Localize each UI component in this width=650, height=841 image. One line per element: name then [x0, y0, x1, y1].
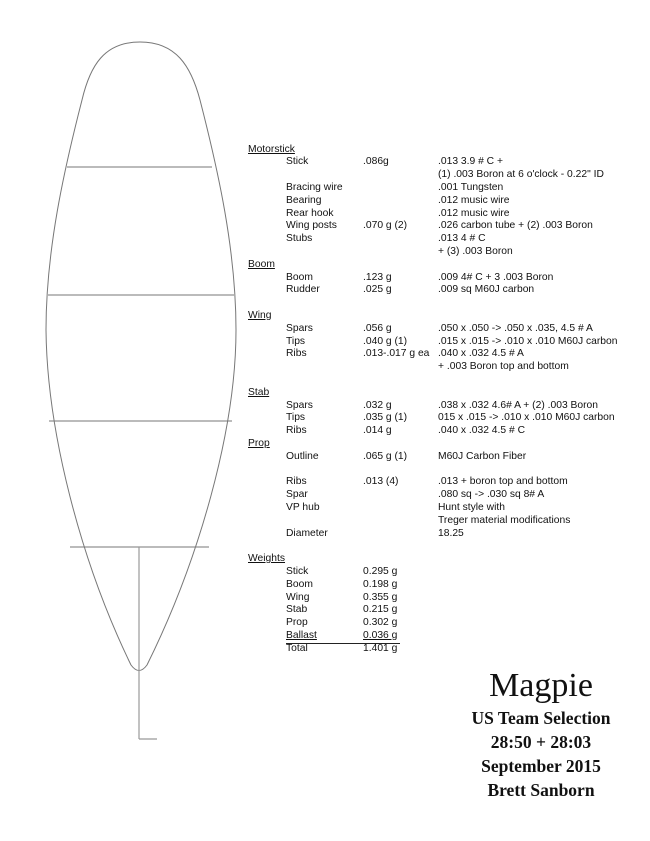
item-label: Bearing — [286, 194, 322, 206]
item-label: Wing — [286, 591, 310, 603]
item-material-note: 015 x .015 -> .010 x .010 M60J carbon — [438, 412, 615, 424]
item-label: Outline — [286, 450, 319, 462]
section-heading: Boom — [248, 258, 275, 270]
item-material-note: .080 sq -> .030 sq 8# A — [438, 489, 545, 501]
item-label: Ribs — [286, 348, 307, 360]
wing-outline — [46, 42, 236, 671]
item-label: Stick — [286, 156, 309, 168]
item-material-note: .009 sq M60J carbon — [438, 284, 535, 296]
item-weight: .070 g (2) — [363, 220, 408, 232]
item-material-note: .012 music wire — [438, 194, 510, 206]
author: Brett Sanborn — [487, 780, 595, 800]
item-weight: .032 g — [363, 399, 392, 411]
title-block — [440, 666, 642, 802]
date: September 2015 — [481, 756, 601, 776]
item-material-note: .040 x .032 4.5 # C — [438, 425, 526, 437]
item-weight: 0.198 g — [363, 578, 398, 590]
item-label: Ribs — [286, 425, 307, 437]
item-weight: .013 (4) — [363, 476, 399, 488]
section-heading: Prop — [248, 437, 270, 449]
item-weight: .025 g — [363, 284, 392, 296]
item-label: Total — [286, 642, 308, 654]
item-weight: .086g — [363, 156, 389, 168]
item-label: VP hub — [286, 501, 320, 513]
item-material-note: .001 Tungsten — [438, 181, 504, 193]
item-weight: 1.401 g — [363, 642, 398, 654]
item-label: Rudder — [286, 284, 320, 296]
item-label: Stubs — [286, 233, 313, 245]
item-label: Boom — [286, 271, 313, 283]
flight-times: 28:50 + 28:03 — [490, 732, 592, 752]
event-name: US Team Selection — [471, 708, 611, 728]
item-weight: .056 g — [363, 322, 392, 334]
item-label: Spars — [286, 399, 313, 411]
item-material-note: Hunt style with — [438, 501, 505, 513]
item-material-note: .012 music wire — [438, 207, 510, 219]
item-label: Wing posts — [286, 220, 337, 232]
item-label: Diameter — [286, 527, 328, 539]
item-material-note: .026 carbon tube + (2) .003 Boron — [438, 220, 593, 232]
item-label: Stab — [286, 604, 308, 616]
item-label: Bracing wire — [286, 181, 343, 193]
section-heading: Motorstick — [248, 143, 295, 155]
item-material-note: .050 x .050 -> .050 x .035, 4.5 # A — [438, 322, 593, 334]
item-weight: .013-.017 g ea — [363, 348, 430, 360]
item-material-note: + .003 Boron top and bottom — [438, 361, 569, 373]
item-material-note: .013 4 # C — [438, 233, 486, 245]
item-material-note: .015 x .015 -> .010 x .010 M60J carbon — [438, 335, 618, 347]
item-material-note: .013 + boron top and bottom — [438, 476, 568, 488]
item-material-note: Treger material modifications — [438, 514, 571, 526]
section-heading: Stab — [248, 386, 270, 398]
total-rule — [286, 643, 400, 644]
model-name: Magpie — [489, 667, 593, 704]
item-label: Ribs — [286, 476, 307, 488]
item-weight: 0.355 g — [363, 591, 398, 603]
item-label: Tips — [286, 335, 306, 347]
item-label: Spars — [286, 322, 313, 334]
item-weight: 0.302 g — [363, 617, 398, 629]
item-weight: .065 g (1) — [363, 450, 408, 462]
item-material-note: .013 3.9 # C + — [438, 156, 503, 168]
item-label: Stick — [286, 565, 309, 577]
item-label: Rear hook — [286, 207, 334, 219]
item-material-note: .009 4# C + 3 .003 Boron — [438, 271, 554, 283]
item-material-note: 18.25 — [438, 527, 464, 539]
item-weight: .035 g (1) — [363, 412, 408, 424]
item-weight: .040 g (1) — [363, 335, 408, 347]
item-label: Prop — [286, 617, 308, 629]
item-material-note: M60J Carbon Fiber — [438, 450, 527, 462]
item-weight: 0.215 g — [363, 604, 398, 616]
item-label: Tips — [286, 412, 306, 424]
item-label: Boom — [286, 578, 313, 590]
item-weight: 0.295 g — [363, 565, 398, 577]
item-label: Spar — [286, 489, 308, 501]
section-heading: Weights — [248, 553, 286, 565]
item-weight: .123 g — [363, 271, 392, 283]
section-heading: Wing — [248, 309, 272, 321]
item-material-note: + (3) .003 Boron — [438, 245, 513, 257]
item-weight: 0.036 g — [363, 629, 398, 641]
item-material-note: .040 x .032 4.5 # A — [438, 348, 524, 360]
item-material-note: .038 x .032 4.6# A + (2) .003 Boron — [438, 399, 599, 411]
item-label: Ballast — [286, 629, 317, 641]
item-weight: .014 g — [363, 425, 392, 437]
item-material-note: (1) .003 Boron at 6 o'clock - 0.22" ID — [438, 169, 604, 181]
